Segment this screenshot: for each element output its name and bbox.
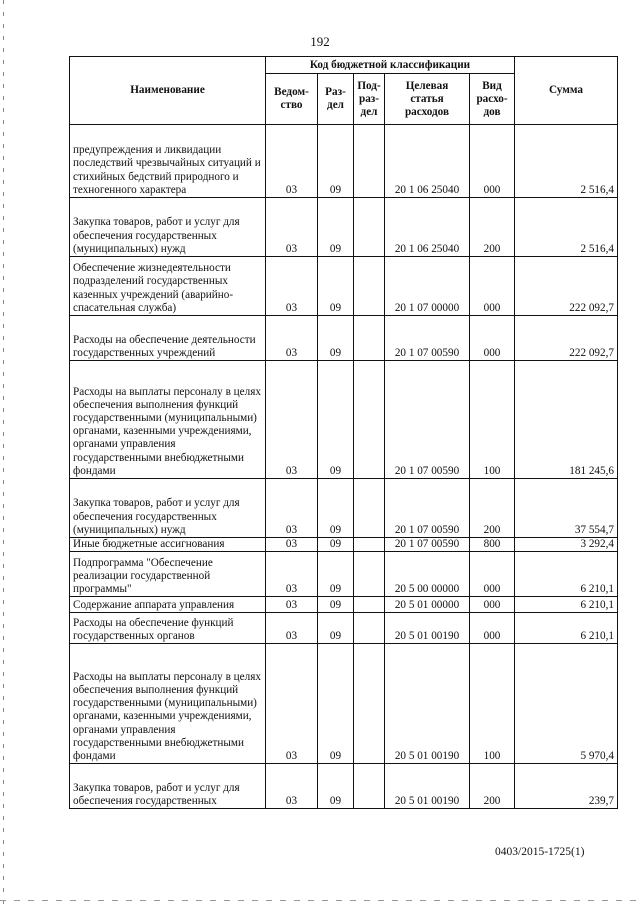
row-exp-type: 100: [470, 644, 515, 764]
row-target: 20 5 01 00190: [385, 644, 470, 764]
row-exp-type: 100: [470, 361, 515, 479]
row-subsection: [354, 125, 385, 198]
row-exp-type: 000: [470, 316, 515, 361]
page-number: 192: [310, 34, 330, 49]
row-dept: 03: [266, 316, 318, 361]
row-sum: 5 970,4: [515, 644, 618, 764]
row-target: 20 1 07 00590: [385, 316, 470, 361]
document-code: 0403/2015-1725(1): [495, 846, 585, 858]
table-row: [70, 316, 618, 361]
row-exp-type: 000: [470, 552, 515, 597]
row-sum: 37 554,7: [515, 479, 618, 538]
row-target: 20 1 07 00000: [385, 257, 470, 316]
row-section: 09: [318, 613, 354, 644]
header-sum: Сумма: [515, 57, 618, 125]
row-name: Расходы на обеспечение деятельности государственных учреждений: [70, 316, 266, 361]
table-row: [70, 479, 618, 538]
row-dept: 03: [266, 198, 318, 257]
row-target: 20 1 07 00590: [385, 361, 470, 479]
row-dept: 03: [266, 597, 318, 613]
header-name: Наименование: [70, 57, 266, 125]
row-section: 09: [318, 552, 354, 597]
row-target: 20 5 00 00000: [385, 552, 470, 597]
header-code-group: Код бюджетной классификации: [266, 57, 515, 74]
row-name: Расходы на выплаты персоналу в целях обеспечения выполнения функций государственными (муниципальными) органами, казенными учреждениями, органами управления государственными внебюджетными фондами: [70, 644, 266, 764]
row-subsection: [354, 316, 385, 361]
row-dept: 03: [266, 552, 318, 597]
row-sum: 6 210,1: [515, 597, 618, 613]
row-target: 20 5 01 00190: [385, 613, 470, 644]
row-exp-type: 800: [470, 538, 515, 552]
row-name: Обеспечение жизнедеятельности подразделений государственных казенных учреждений (аварийно-спасательная служба): [70, 257, 266, 316]
table-row: [70, 764, 618, 809]
table-row: [70, 597, 618, 613]
header-dept: Ведом- ство: [266, 74, 318, 125]
row-name: Подпрограмма "Обеспечение реализации государственной программы": [70, 552, 266, 597]
table-row: [70, 538, 618, 552]
row-subsection: [354, 644, 385, 764]
table-row: [70, 257, 618, 316]
row-target: 20 1 07 00590: [385, 479, 470, 538]
row-exp-type: 200: [470, 764, 515, 809]
row-sum: 181 245,6: [515, 361, 618, 479]
scan-bottom-mark: [0, 900, 640, 901]
row-sum: 2 516,4: [515, 125, 618, 198]
row-name: Расходы на обеспечение функций государственных органов: [70, 613, 266, 644]
table-body: [70, 125, 618, 809]
row-sum: 239,7: [515, 764, 618, 809]
row-section: 09: [318, 538, 354, 552]
row-section: 09: [318, 479, 354, 538]
row-target: 20 5 01 00190: [385, 764, 470, 809]
row-subsection: [354, 198, 385, 257]
row-subsection: [354, 361, 385, 479]
row-exp-type: 200: [470, 479, 515, 538]
row-name: Расходы на выплаты персоналу в целях обеспечения выполнения функций государственными (муниципальными) органами, казенными учреждениями, органами управления государственными внебюджетными фондами: [70, 361, 266, 479]
row-name: Иные бюджетные ассигнования: [70, 538, 266, 552]
row-subsection: [354, 538, 385, 552]
row-dept: 03: [266, 538, 318, 552]
table-row: [70, 198, 618, 257]
row-name: предупреждения и ликвидации последствий чрезвычайных ситуаций и стихийных бедствий природного и техногенного характера: [70, 125, 266, 198]
row-name: Закупка товаров, работ и услуг для обеспечения государственных (муниципальных) нужд: [70, 479, 266, 538]
row-section: 09: [318, 597, 354, 613]
row-target: 20 5 01 00000: [385, 597, 470, 613]
row-sum: 222 092,7: [515, 257, 618, 316]
row-subsection: [354, 257, 385, 316]
row-sum: 222 092,7: [515, 316, 618, 361]
row-exp-type: 000: [470, 125, 515, 198]
row-dept: 03: [266, 479, 318, 538]
row-sum: 2 516,4: [515, 198, 618, 257]
row-section: 09: [318, 125, 354, 198]
row-subsection: [354, 479, 385, 538]
row-name: Содержание аппарата управления: [70, 597, 266, 613]
row-dept: 03: [266, 764, 318, 809]
scan-edge-mark: [3, 0, 4, 905]
row-exp-type: 000: [470, 597, 515, 613]
row-section: 09: [318, 644, 354, 764]
header-exp-type: Вид расхо- дов: [470, 74, 515, 125]
row-dept: 03: [266, 644, 318, 764]
table-row: [70, 361, 618, 479]
row-section: 09: [318, 257, 354, 316]
header-target: Целевая статья расходов: [385, 74, 470, 125]
row-subsection: [354, 613, 385, 644]
row-dept: 03: [266, 613, 318, 644]
row-exp-type: 000: [470, 613, 515, 644]
row-target: 20 1 06 25040: [385, 198, 470, 257]
row-section: 09: [318, 198, 354, 257]
row-section: 09: [318, 764, 354, 809]
row-exp-type: 000: [470, 257, 515, 316]
row-section: 09: [318, 316, 354, 361]
row-dept: 03: [266, 257, 318, 316]
budget-table: [69, 56, 618, 809]
row-sum: 6 210,1: [515, 552, 618, 597]
row-target: 20 1 07 00590: [385, 538, 470, 552]
table-row: [70, 125, 618, 198]
table-row: [70, 644, 618, 764]
table-row: [70, 613, 618, 644]
row-section: 09: [318, 361, 354, 479]
row-name: Закупка товаров, работ и услуг для обеспечения государственных: [70, 764, 266, 809]
row-sum: 3 292,4: [515, 538, 618, 552]
row-dept: 03: [266, 125, 318, 198]
row-sum: 6 210,1: [515, 613, 618, 644]
row-subsection: [354, 764, 385, 809]
row-subsection: [354, 597, 385, 613]
header-subsection: Под- раз- дел: [354, 74, 385, 125]
row-name: Закупка товаров, работ и услуг для обеспечения государственных (муниципальных) нужд: [70, 198, 266, 257]
row-target: 20 1 06 25040: [385, 125, 470, 198]
row-dept: 03: [266, 361, 318, 479]
row-exp-type: 200: [470, 198, 515, 257]
row-subsection: [354, 552, 385, 597]
header-section: Раз- дел: [318, 74, 354, 125]
table-row: [70, 552, 618, 597]
